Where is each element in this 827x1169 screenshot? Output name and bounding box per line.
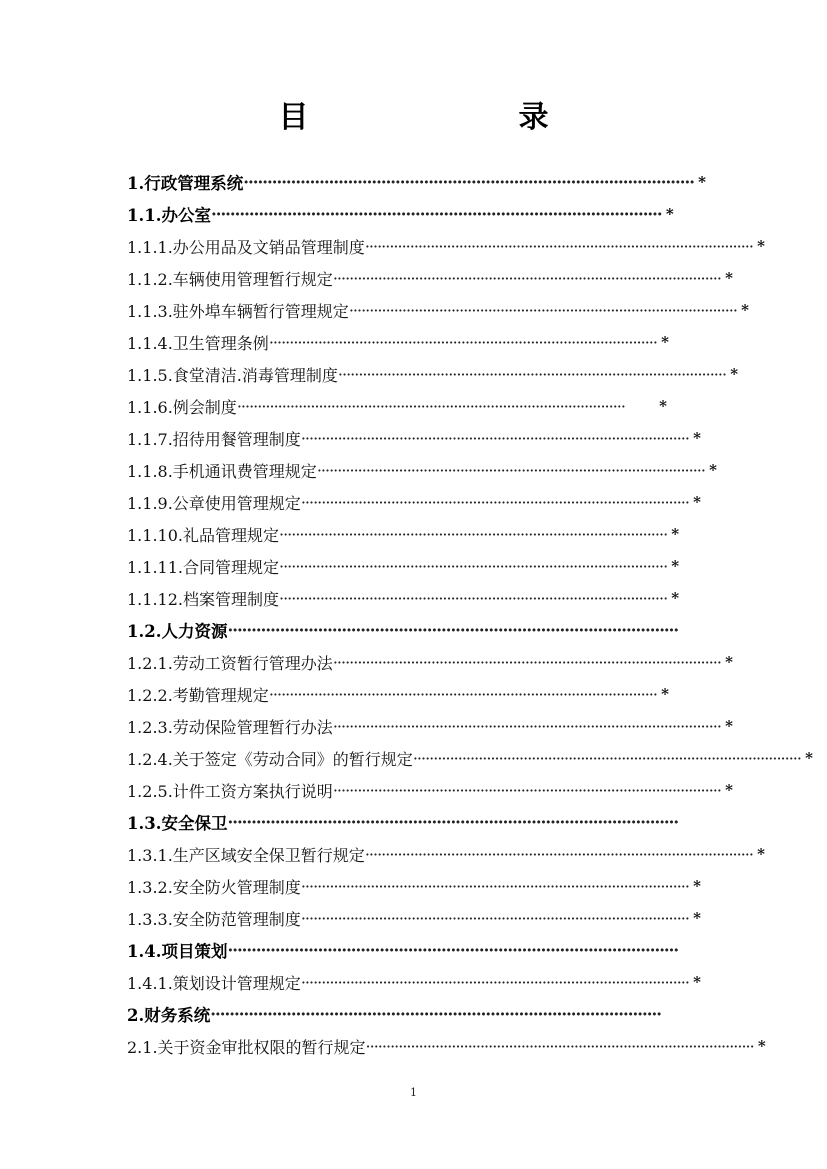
toc-entry[interactable]	[127, 966, 701, 998]
toc-entry-label: 1.1.办公室	[127, 206, 211, 225]
toc-entry-label: 1.2.1.劳动工资暂行管理办法	[127, 653, 333, 673]
table-of-contents	[127, 166, 813, 1062]
toc-leader-dots: ·······························································································	[236, 396, 625, 416]
toc-entry-label: 1.2.4.关于签定《劳动合同》的暂行规定	[127, 749, 413, 769]
toc-entry-label: 1.4.1.策划设计管理规定	[127, 973, 301, 993]
toc-leader-dots: ·······························································································	[278, 556, 668, 576]
page-title: 目 录	[278, 100, 599, 135]
toc-entry-page: *	[693, 877, 701, 895]
toc-leader-dots: ·······························································································	[227, 620, 679, 640]
toc-entry-page: *	[805, 749, 813, 767]
toc-entry-page: *	[693, 973, 701, 991]
toc-leader-dots: ·······························································································	[316, 460, 705, 480]
toc-entry[interactable]	[127, 454, 717, 486]
toc-entry-label: 1.1.7.招待用餐管理制度	[127, 429, 301, 449]
toc-entry[interactable]	[127, 326, 667, 358]
toc-entry[interactable]	[127, 646, 733, 678]
toc-entry[interactable]	[127, 678, 667, 710]
toc-entry-page: *	[671, 589, 680, 607]
toc-entry-label: 1.3.2.安全防火管理制度	[127, 877, 301, 897]
toc-entry-page: *	[730, 365, 739, 383]
toc-entry[interactable]	[127, 998, 667, 1030]
toc-entry-label: 1.3.1.生产区域安全保卫暂行规定	[127, 845, 365, 865]
toc-entry-label: 1.2.2.考勤管理规定	[127, 685, 269, 705]
toc-leader-dots: ·······························································································	[365, 1036, 754, 1056]
toc-entry[interactable]	[127, 1030, 766, 1062]
toc-leader-dots: ·······························································································	[364, 236, 753, 256]
toc-entry[interactable]	[127, 198, 674, 230]
toc-entry[interactable]	[127, 262, 733, 294]
toc-entry[interactable]	[127, 166, 706, 198]
toc-entry-page: *	[698, 173, 706, 191]
toc-leader-dots: ·······························································································	[300, 908, 689, 928]
toc-entry-page: *	[757, 845, 765, 863]
toc-entry[interactable]	[127, 806, 679, 838]
toc-entry[interactable]	[127, 486, 701, 518]
toc-entry-label: 1.3.安全保卫	[127, 814, 228, 833]
toc-leader-dots: ·······························································································	[210, 1004, 661, 1024]
page-number: 1	[410, 1086, 417, 1099]
toc-entry[interactable]	[127, 230, 765, 262]
toc-entry-page: *	[757, 237, 765, 255]
toc-entry-label: 2.财务系统	[127, 1006, 211, 1025]
toc-leader-dots: ·······························································································	[300, 428, 689, 448]
toc-entry-label: 1.行政管理系统	[127, 174, 244, 193]
toc-entry-page: *	[725, 781, 733, 799]
toc-entry[interactable]	[127, 934, 679, 966]
toc-entry-page: *	[659, 397, 667, 415]
toc-entry-page: *	[693, 429, 701, 447]
toc-leader-dots: ·······························································································	[332, 652, 721, 672]
toc-entry-label: 1.2.人力资源	[127, 622, 228, 641]
toc-entry[interactable]	[127, 838, 765, 870]
toc-entry-label: 2.1.关于资金审批权限的暂行规定	[127, 1037, 366, 1057]
toc-entry[interactable]	[127, 518, 680, 550]
toc-leader-dots: ·······························································································	[348, 300, 737, 320]
toc-entry-label: 1.1.4.卫生管理条例	[127, 333, 269, 353]
toc-entry-label: 1.1.12.档案管理制度	[127, 589, 279, 609]
toc-entry[interactable]	[127, 870, 701, 902]
toc-leader-dots: ·······························································································	[227, 940, 679, 960]
toc-entry-page: *	[665, 205, 674, 223]
toc-entry[interactable]	[127, 902, 701, 934]
toc-entry-label: 1.4.项目策划	[127, 942, 228, 961]
toc-entry-page: *	[757, 1037, 766, 1055]
toc-entry[interactable]	[127, 614, 679, 646]
toc-leader-dots: ·······························································································	[332, 268, 721, 288]
toc-leader-dots: ·······························································································	[300, 972, 689, 992]
toc-leader-dots: ·······························································································	[300, 492, 689, 512]
toc-entry[interactable]	[127, 422, 701, 454]
toc-entry-label: 1.1.2.车辆使用管理暂行规定	[127, 269, 333, 289]
toc-leader-dots: ·······························································································	[337, 364, 727, 384]
toc-leader-dots: ·······························································································	[243, 172, 694, 192]
toc-entry-page: *	[725, 717, 733, 735]
toc-entry[interactable]	[127, 550, 680, 582]
toc-entry[interactable]	[127, 774, 733, 806]
toc-leader-dots: ·······························································································	[227, 812, 679, 832]
toc-leader-dots: ·······························································································	[332, 716, 721, 736]
toc-entry-label: 1.1.11.合同管理规定	[127, 557, 279, 577]
toc-entry-page: *	[693, 909, 701, 927]
toc-entry[interactable]	[127, 358, 739, 390]
toc-entry-page: *	[741, 301, 749, 319]
toc-entry[interactable]	[127, 294, 749, 326]
toc-entry-page: *	[693, 493, 701, 511]
toc-entry-label: 1.3.3.安全防范管理制度	[127, 909, 301, 929]
toc-entry-label: 1.1.10.礼品管理规定	[127, 525, 279, 545]
toc-entry-page: *	[725, 269, 733, 287]
toc-entry-page: *	[671, 557, 680, 575]
toc-leader-dots: ·······························································································	[364, 844, 753, 864]
toc-entry-page: *	[661, 333, 669, 351]
toc-leader-dots: ·······························································································	[412, 748, 801, 768]
toc-entry[interactable]	[127, 710, 733, 742]
toc-entry-label: 1.1.6.例会制度	[127, 397, 237, 417]
toc-entry-label: 1.1.8.手机通讯费管理规定	[127, 461, 317, 481]
toc-entry-page: *	[661, 685, 669, 703]
toc-leader-dots: ·······························································································	[300, 876, 689, 896]
toc-entry-label: 1.2.5.计件工资方案执行说明	[127, 781, 333, 801]
toc-leader-dots: ·······························································································	[278, 524, 668, 544]
toc-leader-dots: ·······························································································	[268, 332, 657, 352]
toc-entry-page: *	[725, 653, 733, 671]
toc-leader-dots: ·······························································································	[332, 780, 721, 800]
toc-entry-label: 1.1.1.办公用品及文销品管理制度	[127, 237, 365, 257]
toc-entry[interactable]	[127, 742, 813, 774]
toc-entry-page: *	[671, 525, 680, 543]
toc-entry-page: *	[709, 461, 717, 479]
toc-entry-label: 1.2.3.劳动保险管理暂行办法	[127, 717, 333, 737]
toc-leader-dots: ·······························································································	[210, 204, 662, 224]
toc-leader-dots: ·······························································································	[268, 684, 657, 704]
toc-entry[interactable]	[127, 390, 667, 422]
toc-leader-dots: ·······························································································	[278, 588, 668, 608]
toc-entry-label: 1.1.3.驻外埠车辆暂行管理规定	[127, 301, 349, 321]
toc-entry[interactable]	[127, 582, 680, 614]
toc-entry-label: 1.1.5.食堂清洁.消毒管理制度	[127, 365, 338, 385]
toc-entry-label: 1.1.9.公章使用管理规定	[127, 493, 301, 513]
